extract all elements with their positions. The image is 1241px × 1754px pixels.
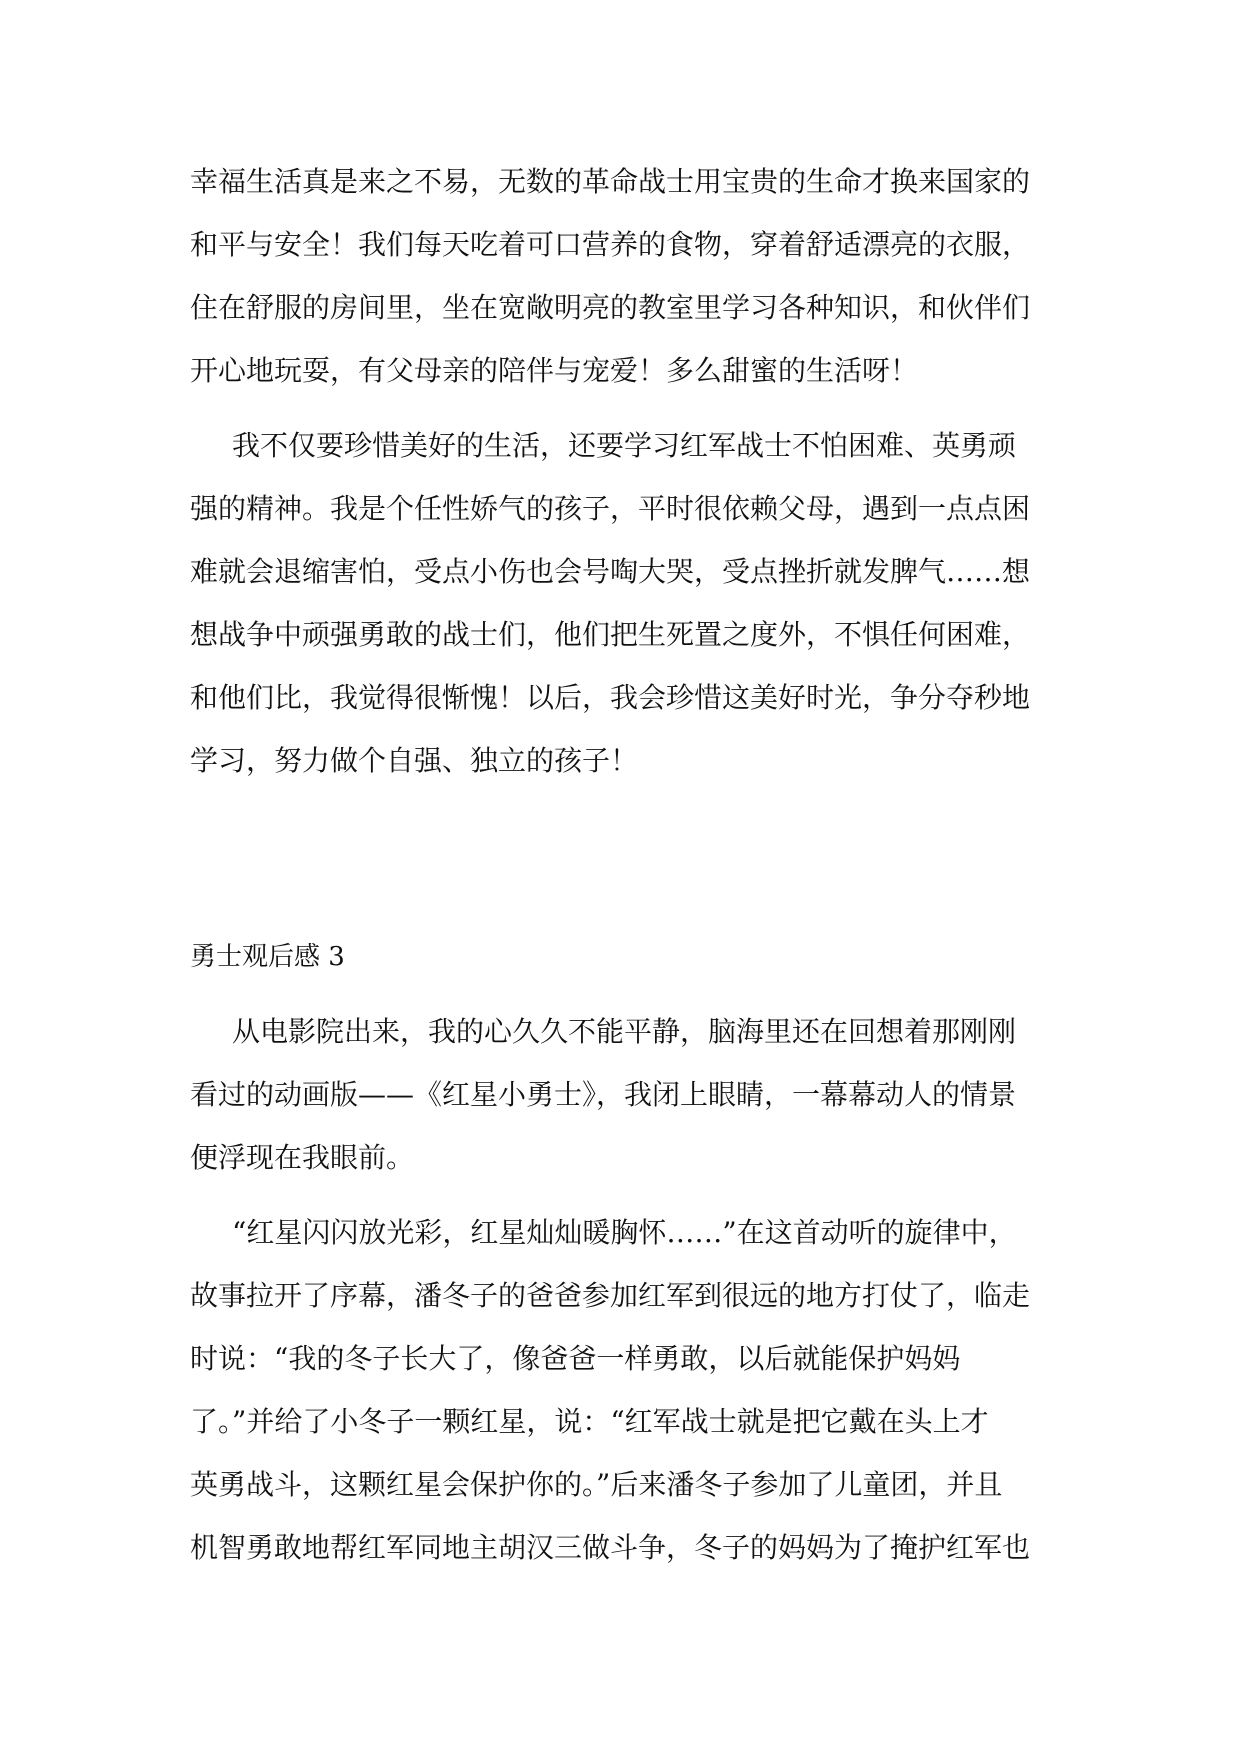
text-line: 便浮现在我眼前。 [190, 1141, 415, 1174]
text-line: 故事拉开了序幕，潘冬子的爸爸参加红军到很远的地方打仗了，临走 [190, 1279, 1031, 1312]
section-heading: 勇士观后感 3 [190, 942, 345, 972]
text-line: 学习，努力做个自强、独立的孩子！ [190, 744, 639, 777]
text-line: 和平与安全！我们每天吃着可口营养的食物，穿着舒适漂亮的衣服， [190, 228, 1031, 261]
text-line: 机智勇敢地帮红军同地主胡汉三做斗争，冬子的妈妈为了掩护红军也 [190, 1531, 1031, 1564]
text-line: 住在舒服的房间里，坐在宽敞明亮的教室里学习各种知识，和伙伴们 [190, 291, 1031, 324]
text-line: 想战争中顽强勇敢的战士们，他们把生死置之度外，不惧任何困难， [190, 618, 1031, 651]
text-line: 从电影院出来，我的心久久不能平静，脑海里还在回想着那刚刚 [232, 1015, 1017, 1048]
text-line: 幸福生活真是来之不易，无数的革命战士用宝贵的生命才换来国家的 [190, 165, 1031, 198]
text-line: “红星闪闪放光彩，红星灿灿暖胸怀……”在这首动听的旋律中， [232, 1216, 1017, 1249]
text-line: 时说：“我的冬子长大了，像爸爸一样勇敢，以后就能保护妈妈 [190, 1342, 961, 1375]
text-line: 英勇战斗，这颗红星会保护你的。”后来潘冬子参加了儿童团，并且 [190, 1468, 1003, 1501]
text-line: 看过的动画版——《红星小勇士》，我闭上眼睛，一幕幕动人的情景 [190, 1078, 1017, 1111]
text-line: 强的精神。我是个任性娇气的孩子，平时很依赖父母，遇到一点点困 [190, 492, 1031, 525]
text-line: 我不仅要珍惜美好的生活，还要学习红军战士不怕困难、英勇顽 [232, 429, 1017, 462]
text-line: 开心地玩耍，有父母亲的陪伴与宠爱！多么甜蜜的生活呀！ [190, 354, 919, 387]
text-line: 难就会退缩害怕，受点小伤也会号啕大哭，受点挫折就发脾气……想 [190, 555, 1031, 588]
text-line: 了。”并给了小冬子一颗红星，说：“红军战士就是把它戴在头上才 [190, 1405, 989, 1438]
text-line: 和他们比，我觉得很惭愧！以后，我会珍惜这美好时光，争分夺秒地 [190, 681, 1031, 714]
